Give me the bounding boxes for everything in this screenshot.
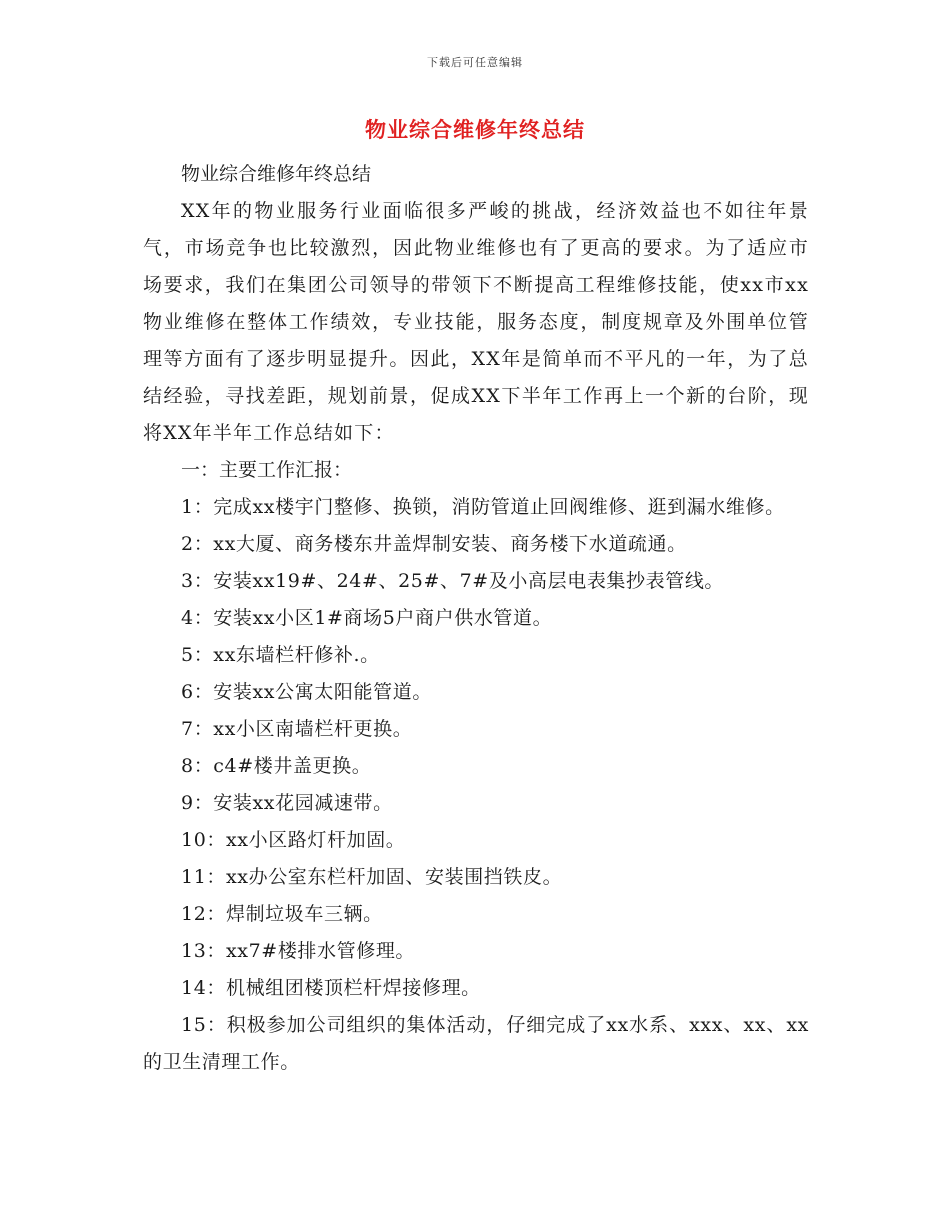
work-item: 6：安装xx公寓太阳能管道。 xyxy=(181,681,432,703)
work-item: 14：机械组团楼顶栏杆焊接修理。 xyxy=(181,977,481,999)
work-item: 15：积极参加公司组织的集体活动，仔细完成了xx水系、xxx、xx、xx的卫生清理工作。 xyxy=(143,1014,809,1073)
work-item: 13：xx7#楼排水管修理。 xyxy=(181,940,416,962)
document-subtitle: 物业综合维修年终总结 xyxy=(181,163,372,185)
work-item: 12：焊制垃圾车三辆。 xyxy=(181,903,383,925)
section-heading: 一：主要工作汇报： xyxy=(181,459,353,481)
header-note: 下载后可任意编辑 xyxy=(427,56,523,69)
work-item: 2：xx大厦、商务楼东井盖焊制安装、商务楼下水道疏通。 xyxy=(181,533,687,555)
work-item: 4：安装xx小区1#商场5户商户供水管道。 xyxy=(181,607,553,629)
work-item: 11：xx办公室东栏杆加固、安装围挡铁皮。 xyxy=(181,866,563,888)
work-item: 1：完成xx楼宇门整修、换锁，消防管道止回阀维修、逛到漏水维修。 xyxy=(181,496,785,518)
work-item: 7：xx小区南墙栏杆更换。 xyxy=(181,718,413,740)
work-item: 3：安装xx19#、24#、25#、7#及小高层电表集抄表管线。 xyxy=(181,570,725,592)
work-item: 9：安装xx花园减速带。 xyxy=(181,792,393,814)
document-body xyxy=(143,156,809,1081)
intro-paragraph: XX年的物业服务行业面临很多严峻的挑战，经济效益也不如往年景气，市场竞争也比较激烈，因此物业维修也有了更高的要求。为了适应市场要求，我们在集团公司领导的带领下不断提高工程维修技能，使xx市xx物业维修在整体工作绩效，专业技能，服务态度，制度规章及外围单位管理等方面有了逐步明显提升。因此，XX年是简单而不平凡的一年，为了总结经验，寻找差距，规划前景，促成XX下半年工作再上一个新的台阶，现将XX年半年工作总结如下： xyxy=(143,200,809,444)
work-item: 5：xx东墙栏杆修补.。 xyxy=(181,644,380,666)
work-item: 8：c4#楼井盖更换。 xyxy=(181,755,372,777)
document-title: 物业综合维修年终总结 xyxy=(365,117,585,142)
work-item: 10：xx小区路灯杆加固。 xyxy=(181,829,406,851)
